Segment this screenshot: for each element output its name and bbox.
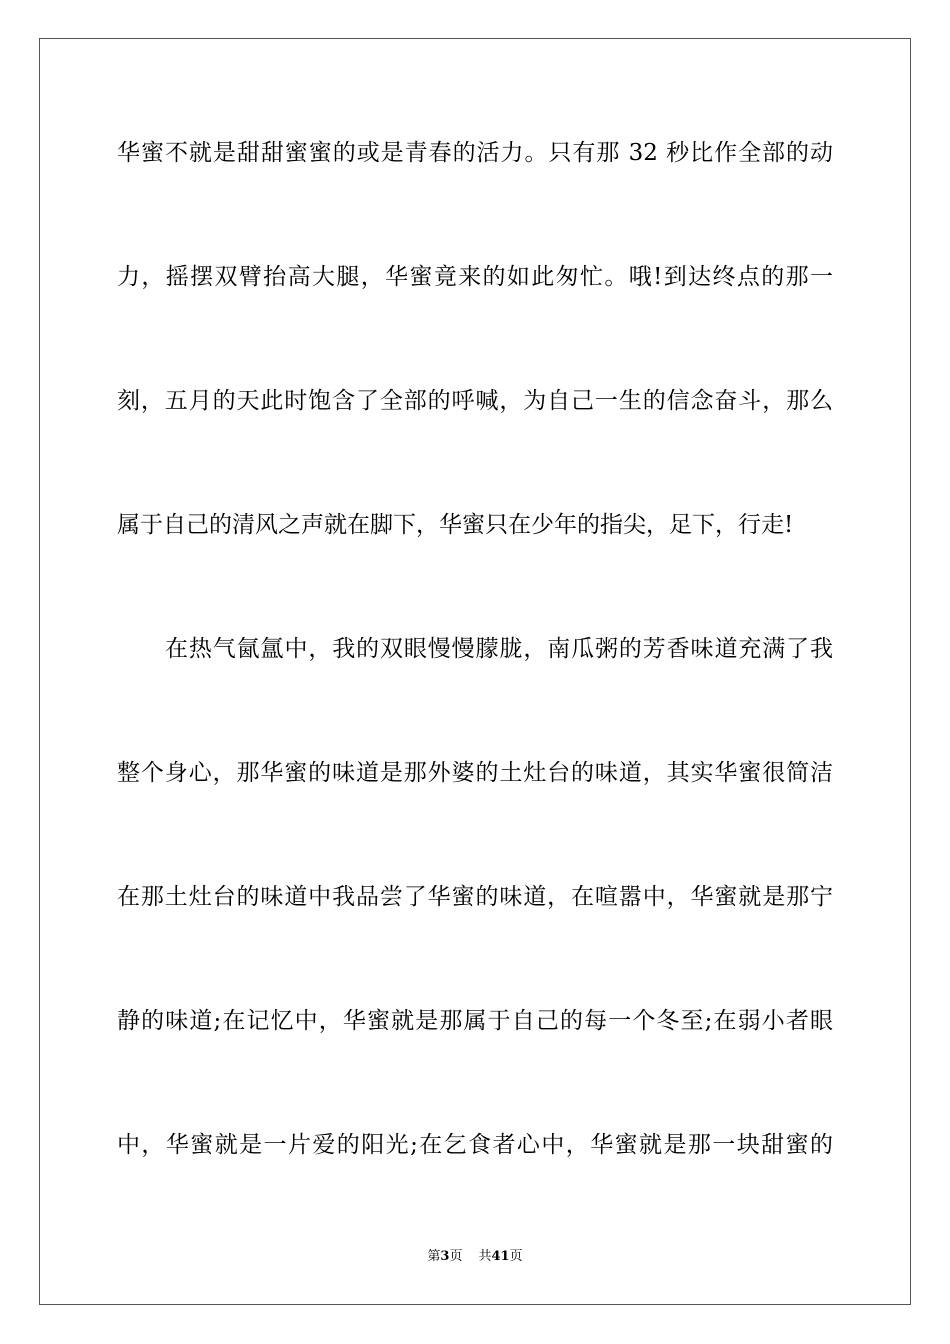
body-text-line-8: 静的味道;在记忆中，华蜜就是那属于自己的每一个冬至;在弱小者眼 — [117, 1008, 833, 1034]
body-text-line-7: 在那土灶台的味道中我品尝了华蜜的味道，在喧嚣中，华蜜就是那宁 — [117, 884, 833, 910]
total-prefix: 共 — [478, 1249, 492, 1264]
body-text-line-6: 整个身心，那华蜜的味道是那外婆的土灶台的味道，其实华蜜很简洁 — [117, 760, 833, 786]
total-pages: 41 — [491, 1249, 510, 1264]
page-number: 3 — [440, 1249, 450, 1264]
body-text-line-3: 刻，五月的天此时饱含了全部的呼喊，为自己一生的信念奋斗，那么 — [117, 388, 833, 414]
total-suffix: 页 — [509, 1249, 523, 1264]
page-prefix: 第 — [427, 1249, 441, 1264]
body-text-line-9: 中，华蜜就是一片爱的阳光;在乞食者心中，华蜜就是那一块甜蜜的 — [117, 1132, 833, 1158]
body-text-line-4: 属于自己的清风之声就在脚下，华蜜只在少年的指尖，足下，行走! — [117, 512, 794, 538]
body-text-line-1: 华蜜不就是甜甜蜜蜜的或是青春的活力。只有那 32 秒比作全部的动 — [117, 140, 833, 166]
body-text-line-2: 力，摇摆双臂抬高大腿，华蜜竟来的如此匆忙。哦!到达终点的那一 — [117, 264, 833, 290]
paragraph-start-line: 在热气氤氲中，我的双眼慢慢朦胧，南瓜粥的芳香味道充满了我 — [165, 636, 833, 662]
page-border — [39, 38, 911, 1305]
page-footer — [0, 1249, 950, 1265]
page-suffix: 页 — [449, 1249, 463, 1264]
